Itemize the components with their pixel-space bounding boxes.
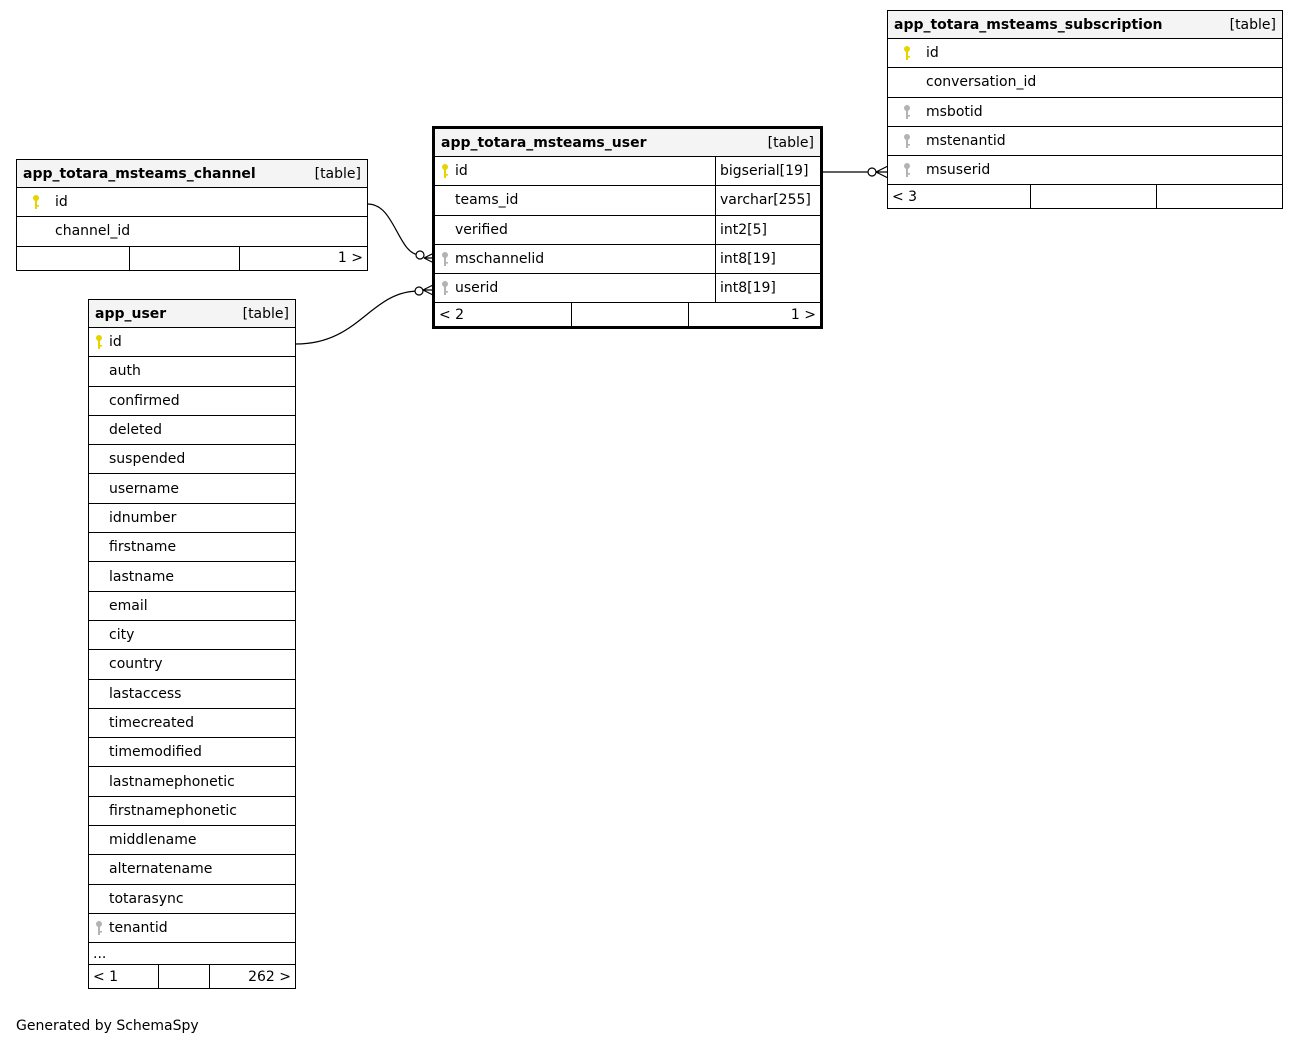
table-footer — [888, 185, 1282, 208]
edge-channel-user — [368, 204, 420, 255]
column-name: mstenantid — [926, 133, 1006, 150]
column-row[interactable] — [888, 39, 1282, 68]
column-row[interactable] — [435, 157, 820, 186]
table-type-tag: [table] — [314, 165, 361, 182]
column-row[interactable] — [89, 680, 295, 709]
more-columns-ellipsis: ... — [89, 943, 295, 965]
column-name: lastaccess — [109, 685, 182, 702]
column-name: tenantid — [109, 920, 168, 937]
foreign-key-icon — [89, 920, 109, 936]
footer-middle — [158, 965, 209, 988]
column-name: city — [109, 627, 135, 644]
column-name: conversation_id — [926, 74, 1037, 91]
crowfoot-optional-marker — [868, 168, 876, 176]
column-name: auth — [109, 363, 141, 380]
table-name: app_user — [95, 305, 167, 322]
table-type-tag: [table] — [242, 305, 289, 322]
column-name: id — [55, 194, 68, 211]
primary-key-icon — [17, 194, 55, 210]
column-name: id — [455, 163, 468, 180]
column-row[interactable] — [888, 98, 1282, 127]
column-row[interactable] — [89, 767, 295, 796]
primary-key-icon — [435, 163, 455, 179]
table-header — [17, 160, 367, 188]
column-row[interactable] — [89, 533, 295, 562]
foreign-key-icon — [888, 162, 926, 178]
column-list — [435, 157, 820, 303]
column-name: alternatename — [109, 861, 213, 878]
column-row[interactable] — [89, 885, 295, 914]
column-name: mschannelid — [455, 251, 545, 268]
column-name: msbotid — [926, 103, 983, 120]
table-header — [888, 11, 1282, 39]
column-name: country — [109, 656, 163, 673]
column-row[interactable] — [89, 855, 295, 884]
column-name: id — [926, 45, 939, 62]
column-row[interactable] — [89, 592, 295, 621]
column-row[interactable] — [89, 621, 295, 650]
column-row[interactable] — [17, 217, 367, 246]
column-row[interactable] — [89, 914, 295, 943]
foreign-key-icon — [888, 104, 926, 120]
column-row[interactable] — [89, 387, 295, 416]
column-row[interactable] — [888, 156, 1282, 185]
column-type: bigserial[19] — [715, 157, 820, 185]
table-app-user[interactable] — [88, 299, 296, 989]
edge-appuser-user — [296, 291, 419, 344]
footer-children — [1156, 185, 1282, 208]
table-footer — [435, 303, 820, 326]
column-row[interactable] — [89, 650, 295, 679]
column-row[interactable] — [435, 216, 820, 245]
column-row[interactable] — [89, 416, 295, 445]
column-row[interactable] — [89, 357, 295, 386]
column-row[interactable] — [888, 68, 1282, 97]
column-row[interactable] — [89, 562, 295, 591]
column-name: timecreated — [109, 715, 194, 731]
column-name: firstname — [109, 539, 177, 556]
column-row[interactable] — [435, 186, 820, 215]
column-type: int8[19] — [715, 245, 820, 273]
column-row[interactable] — [89, 826, 295, 855]
footer-parents: < 3 — [892, 188, 918, 205]
column-row[interactable] — [888, 127, 1282, 156]
table-header — [435, 129, 820, 157]
column-row[interactable] — [89, 504, 295, 533]
footer-middle — [571, 303, 688, 326]
column-type: int2[5] — [715, 216, 820, 244]
column-name: username — [109, 480, 179, 497]
column-name: confirmed — [109, 392, 180, 409]
column-name: suspended — [109, 451, 186, 468]
footer-children: 262 > — [209, 965, 295, 988]
column-name: lastname — [109, 568, 174, 585]
column-row[interactable] — [435, 245, 820, 274]
table-type-tag: [table] — [767, 134, 814, 151]
column-name: middlename — [109, 832, 197, 849]
column-list — [17, 188, 367, 247]
column-list — [89, 328, 295, 943]
column-name: teams_id — [455, 192, 519, 209]
column-row[interactable] — [89, 445, 295, 474]
column-name: userid — [455, 280, 499, 297]
table-subscription[interactable] — [887, 10, 1283, 209]
primary-key-icon — [888, 45, 926, 61]
column-type: int8[19] — [715, 274, 820, 302]
footer-parents: < 2 — [439, 306, 465, 323]
table-msteams-user[interactable] — [432, 126, 823, 329]
column-type: varchar[255] — [715, 186, 820, 214]
table-name: app_totara_msteams_user — [441, 134, 647, 151]
column-name: deleted — [109, 422, 162, 439]
table-footer — [17, 247, 367, 270]
footer-parents — [17, 247, 129, 270]
footer-parents: < 1 — [93, 968, 119, 985]
primary-key-icon — [89, 334, 109, 350]
column-name: channel_id — [55, 223, 131, 240]
table-name: app_totara_msteams_subscription — [894, 16, 1163, 33]
footer-middle — [129, 247, 239, 270]
column-list — [888, 39, 1282, 185]
table-channel[interactable] — [16, 159, 368, 271]
column-name: id — [109, 334, 122, 351]
table-header — [89, 300, 295, 328]
column-name: idnumber — [109, 509, 177, 526]
table-footer — [89, 965, 295, 988]
column-name: totarasync — [109, 890, 184, 907]
foreign-key-icon — [435, 251, 455, 267]
generated-by-label: Generated by SchemaSpy — [16, 1018, 199, 1034]
column-name: firstnamephonetic — [109, 802, 237, 819]
column-row[interactable] — [435, 274, 820, 303]
column-name: timemodified — [109, 744, 202, 761]
column-name: email — [109, 597, 148, 614]
column-name: msuserid — [926, 162, 991, 179]
table-name: app_totara_msteams_channel — [23, 165, 256, 182]
column-name: verified — [455, 221, 508, 238]
table-type-tag: [table] — [1229, 16, 1276, 33]
crowfoot-optional-marker — [416, 251, 424, 259]
column-row[interactable] — [89, 474, 295, 503]
column-row[interactable] — [17, 188, 367, 217]
foreign-key-icon — [435, 280, 455, 296]
crowfoot-optional-marker — [415, 287, 423, 295]
column-row[interactable] — [89, 709, 295, 738]
column-row[interactable] — [89, 738, 295, 767]
foreign-key-icon — [888, 133, 926, 149]
column-name: lastnamephonetic — [109, 773, 235, 790]
footer-children: 1 > — [239, 247, 367, 270]
footer-middle — [1030, 185, 1156, 208]
footer-children: 1 > — [688, 303, 820, 326]
column-row[interactable] — [89, 328, 295, 357]
column-row[interactable] — [89, 797, 295, 826]
